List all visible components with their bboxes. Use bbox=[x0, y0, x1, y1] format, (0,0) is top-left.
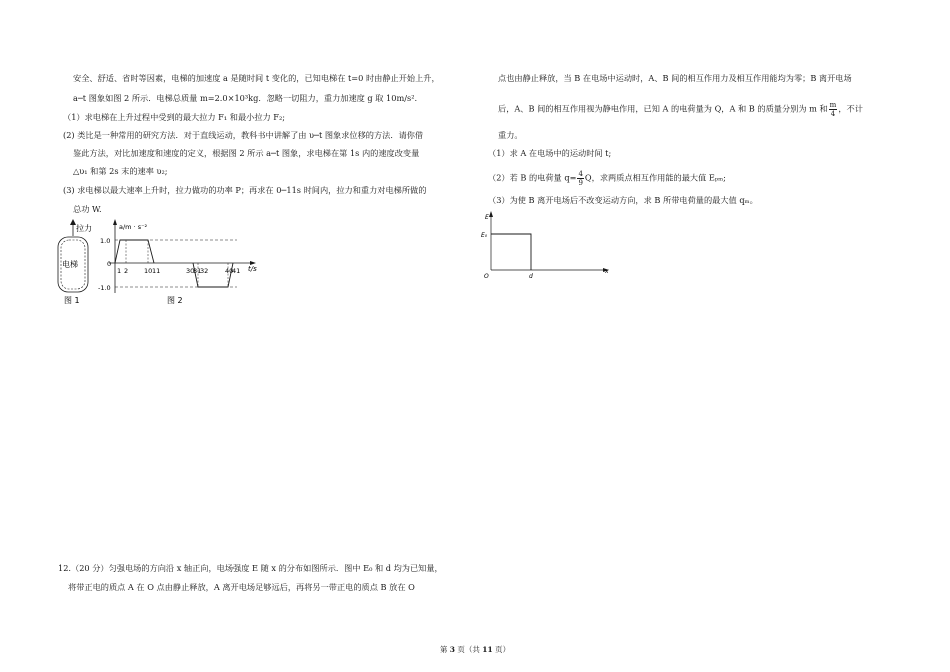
page-number: 3 bbox=[449, 645, 455, 654]
figure-1-caption: 图 1 bbox=[64, 296, 80, 305]
x-tick-11: 11 bbox=[152, 267, 161, 275]
figure-2-a-t-graph bbox=[95, 218, 270, 308]
y-axis-arrow bbox=[113, 219, 117, 225]
page-footer bbox=[0, 644, 950, 655]
y-tick-1: 1.0 bbox=[100, 237, 111, 245]
right-question-2-b: Q，求两质点相互作用能的最大值 Eₚₘ; bbox=[584, 172, 726, 183]
d-label: d bbox=[529, 273, 533, 280]
field-profile bbox=[491, 234, 531, 270]
e-axis-arrow bbox=[489, 211, 493, 217]
left-text-line-1: 安全、舒适、省时等因素，电梯的加速度 a 是随时间 t 变化的，已知电梯在 t=0 时由静止开始上升， bbox=[73, 73, 440, 83]
ramp-up bbox=[115, 240, 126, 263]
figure-e-x-graph bbox=[478, 208, 618, 288]
y-tick-0: 0 bbox=[107, 260, 112, 268]
fraction-numerator: m bbox=[829, 101, 837, 109]
x-tick-30: 30 bbox=[186, 267, 195, 275]
origin-label: O bbox=[484, 273, 489, 280]
x-tick-41: 41 bbox=[232, 267, 241, 275]
fraction-denominator: 9 bbox=[578, 179, 583, 187]
right-question-2 bbox=[488, 170, 726, 187]
figure-2-caption: 图 2 bbox=[167, 296, 183, 305]
question-12-line-1: 12.（20 分）匀强电场的方向沿 x 轴正向，电场强度 E 随 x 的分布如图所示．图中 E₀ 和 d 均为已知量， bbox=[58, 563, 443, 573]
x-tick-10: 10 bbox=[144, 267, 153, 275]
footer-suffix: 页） bbox=[492, 645, 511, 654]
fraction-denominator: 4 bbox=[830, 110, 836, 118]
right-question-3: （3）为使 B 离开电场后不改变运动方向，求 B 所带电荷量的最大值 qₘ。 bbox=[488, 195, 758, 205]
right-question-1: （1）求 A 在电场中的运动时间 t; bbox=[488, 148, 612, 158]
question-11-part-2-line-3: △υ₁ 和第 2s 末的速率 υ₂; bbox=[73, 166, 168, 176]
question-11-part-2-line-2: 鉴此方法，对比加速度和速度的定义，根据图 2 所示 a─t 图象，求电梯在第 1s 内的速度改变量 bbox=[73, 148, 420, 158]
y-tick-neg1: -1.0 bbox=[98, 284, 111, 292]
right-text-line-3: 重力。 bbox=[498, 130, 523, 140]
right-text-line-1: 点也由静止释放，当 B 在电场中运动时，A、B 间的相互作用力及相互作用能均为零；B 离开电场 bbox=[498, 73, 852, 83]
right-text-line-2-a: 后，A、B 间的相互作用视为静电作用，已知 A 的电荷量为 Q，A 和 B 的质量分别为 m 和 bbox=[498, 103, 828, 114]
x-tick-32: 32 bbox=[200, 267, 209, 275]
right-text-line-2-b: ，不计 bbox=[838, 103, 863, 114]
fraction-numerator: 4 bbox=[578, 170, 583, 178]
x-tick-2: 2 bbox=[124, 267, 129, 275]
fraction-4-over-9 bbox=[577, 170, 583, 187]
question-11-part-3-line-2: 总功 W. bbox=[73, 204, 102, 214]
fraction-m-over-4 bbox=[829, 101, 838, 118]
e0-label: E₀ bbox=[481, 232, 488, 239]
right-question-2-a: （2）若 B 的电荷量 q= bbox=[488, 172, 577, 183]
x-axis-label: t/s bbox=[248, 265, 257, 273]
plateau-up bbox=[126, 240, 154, 263]
total-pages: 11 bbox=[482, 645, 493, 654]
right-text-line-2 bbox=[498, 101, 863, 118]
x-axis-label: x bbox=[605, 268, 609, 275]
footer-middle: 页（共 bbox=[455, 645, 483, 654]
left-text-line-2: a─t 图象如图 2 所示．电梯总质量 m=2.0×10³kg．忽略一切阻力，重力加速度 g 取 10m/s². bbox=[73, 93, 418, 103]
question-12-line-2: 将带正电的质点 A 在 O 点由静止释放，A 离开电场足够远后，再将另一带正电的质点 B 放在 O bbox=[68, 582, 415, 592]
force-label: 拉力 bbox=[76, 224, 92, 233]
x-tick-40: 40 bbox=[225, 267, 234, 275]
x-tick-31: 31 bbox=[193, 267, 202, 275]
question-11-part-1: （1）求电梯在上升过程中受到的最大拉力 F₁ 和最小拉力 F₂; bbox=[63, 112, 286, 122]
e-axis-label: E bbox=[485, 214, 489, 221]
footer-prefix: 第 bbox=[439, 645, 450, 654]
y-axis-label: a/m · s⁻² bbox=[119, 223, 148, 231]
question-11-part-2-line-1: (2) 类比是一种常用的研究方法．对于直线运动，教科书中讲解了由 υ─t 图象求位移的方法．请你借 bbox=[63, 130, 424, 140]
elevator-label: 电梯 bbox=[62, 260, 78, 269]
question-11-part-3-line-1: (3) 求电梯以最大速率上升时，拉力做功的功率 P；再求在 0─11s 时间内，拉力和重力对电梯所做的 bbox=[63, 185, 427, 195]
x-tick-1: 1 bbox=[117, 267, 122, 275]
